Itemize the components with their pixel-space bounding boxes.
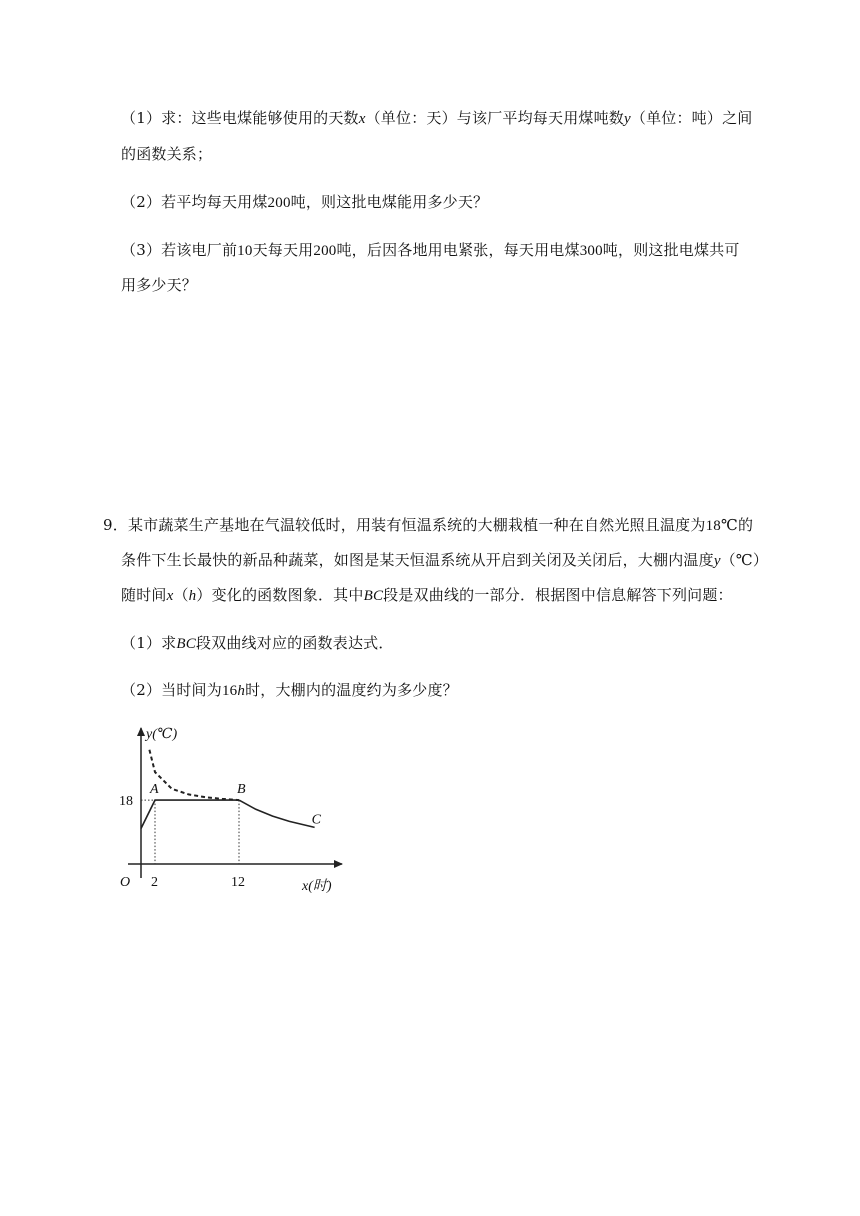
series-1-solid xyxy=(141,800,239,828)
point-label-a: A xyxy=(150,782,159,798)
series-3-dashed xyxy=(149,750,239,800)
point-label-b: B xyxy=(237,782,246,798)
problem-9-line-3: 随时间x（h）变化的函数图象．其中BC段是双曲线的一部分．根据图中信息解答下列问题： xyxy=(121,586,733,604)
y-tick-label-18: 18 xyxy=(119,794,133,810)
axis-label-x: x(时) xyxy=(302,879,332,894)
question-1-line-1: （1）求：这些电煤能够使用的天数x（单位：天）与该厂平均每天用煤吨数y（单位：吨）之间 xyxy=(121,109,753,127)
series-2-solid xyxy=(239,800,315,827)
problem-9-line-2: 条件下生长最快的新品种蔬菜，如图是某天恒温系统从开启到关闭及关闭后，大棚内温度y（℃） xyxy=(121,551,769,569)
origin-label: O xyxy=(120,875,131,890)
point-label-c: C xyxy=(311,812,321,828)
problem-9-question-1: （1）求BC段双曲线对应的函数表达式． xyxy=(121,634,394,652)
problem-number: 9． xyxy=(103,516,128,534)
question-3-line-1: （3）若该电厂前10天每天用200吨，后因各地用电紧张，每天用电煤300吨，则这批电煤共可 xyxy=(121,241,740,259)
x-tick-label-12: 12 xyxy=(231,875,245,890)
temperature-time-graph xyxy=(112,718,352,898)
x-tick-label-2: 2 xyxy=(151,875,158,890)
question-3-line-2: 用多少天？ xyxy=(121,276,198,294)
question-2: （2）若平均每天用煤200吨，则这批电煤能用多少天？ xyxy=(121,193,489,211)
question-1-line-2: 的函数关系； xyxy=(121,145,213,163)
problem-9-question-2: （2）当时间为16h时，大棚内的温度约为多少度？ xyxy=(121,681,458,699)
problem-9-line-1: 9．某市蔬菜生产基地在气温较低时，用装有恒温系统的大棚栽植一种在自然光照且温度为18℃的 xyxy=(103,516,754,534)
axis-label-y: y(℃) xyxy=(146,727,178,742)
